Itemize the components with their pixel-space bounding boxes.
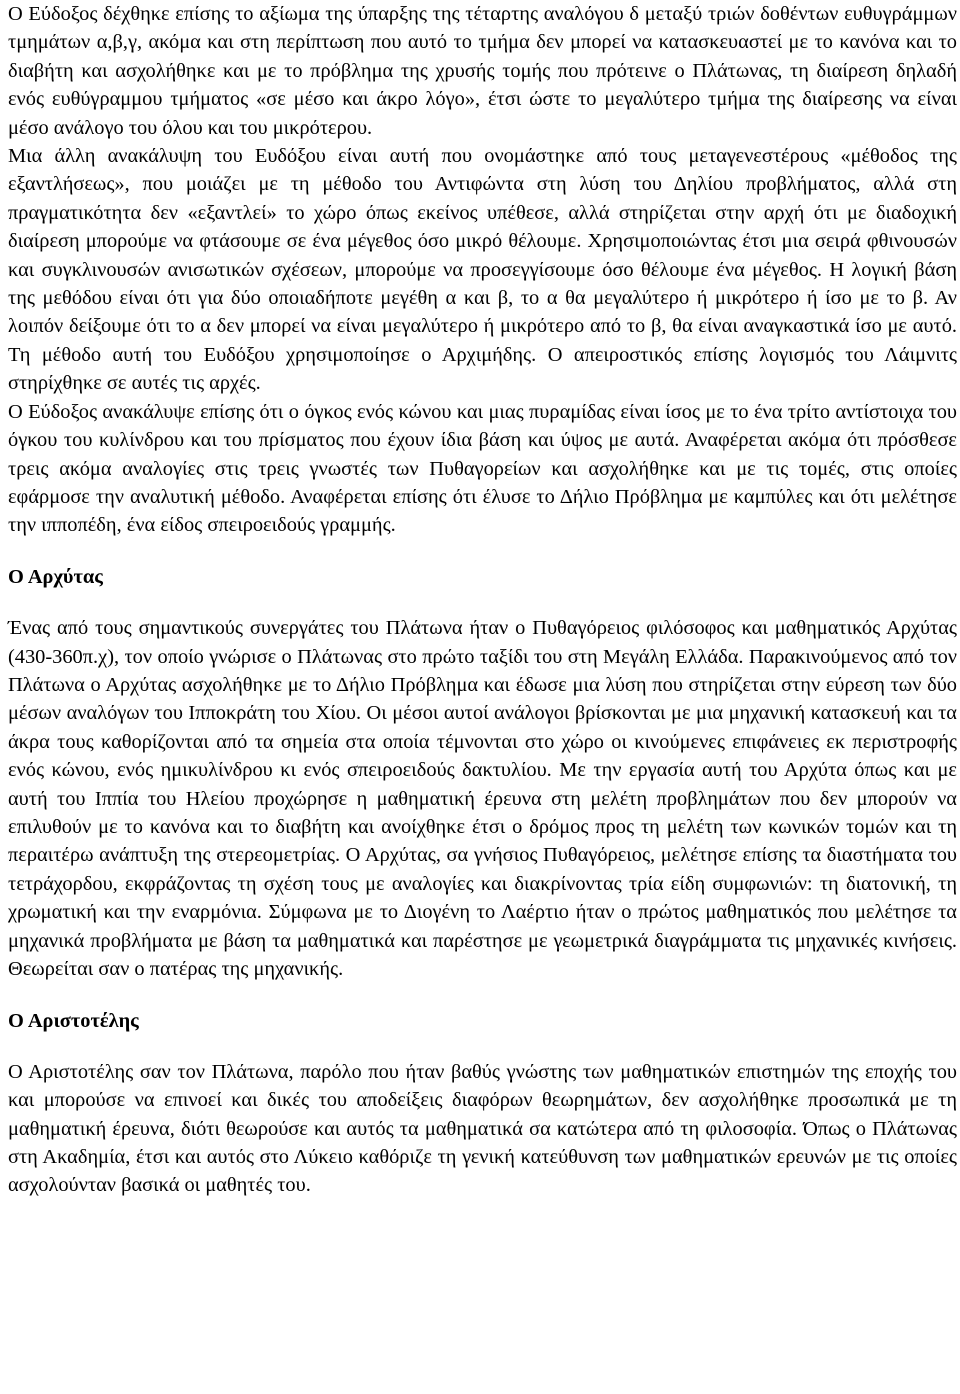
- paragraph-eudoxus-exhaustion: Μια άλλη ανακάλυψη του Ευδόξου είναι αυτή που ονομάστηκε από τους μεταγενεστέρους «μέθοδος της εξαντλήσεως», που μοιάζει με τη μέθοδο του Αντιφώντα στη λύση του Δηλίου προβλήματος, αλλά στη πραγματικότητα δεν «εξαντλεί» το χώρο όπως εκείνος υπέθεσε, αλλά στηρίζεται στην αρχή ότι με διαδοχική διαίρεση μπορούμε να φτάσουμε σε ένα μέγεθος όσο μικρό θέλουμε. Χρησιμοποιώντας έτσι μια σειρά φθινουσών και συγκλινουσών ανισωτικών σχέσεων, μπορούμε να προσεγγίσουμε όσο θέλουμε ένα μέγεθος. Η λογική βάση της μεθόδου είναι ότι για δύο οποιαδήποτε μεγέθη α και β, το α θα μεγαλύτερο ή μικρότερο ή ίσο με το β. Αν λοιπόν δείξουμε ότι το α δεν μπορεί να είναι μεγαλύτερο ή μικρότερο από το β, θα είναι αναγκαστικά ίσο με αυτό. Τη μέθοδο αυτή του Ευδόξου χρησιμοποίησε ο Αρχιμήδης. Ο απειροστικός επίσης λογισμός του Λάιμνιτς στηρίχθηκε σε αυτές τις αρχές.: [8, 145, 957, 395]
- spacer: [8, 1036, 957, 1058]
- section-heading-aristotle: Ο Αριστοτέλης: [8, 1010, 139, 1033]
- document-page: [8, 0, 957, 1200]
- paragraph-archytas: Ένας από τους σημαντικούς συνεργάτες του Πλάτωνα ήταν ο Πυθαγόρειος φιλόσοφος και μαθηματικός Αρχύτας (430-360π.χ), τον οποίο γνώρισε ο Πλάτωνας στο πρώτο ταξίδι του στη Μεγάλη Ελλάδα. Παρακινούμενος από τον Πλάτωνα ο Αρχύτας ασχολήθηκε με το Δήλιο Πρόβλημα και έδωσε μια λύση που στηρίζεται στην εύρεση των δύο μέσων αναλόγων του Ιπποκράτη του Χίου. Οι μέσοι αυτοί ανάλογοι βρίσκονται με μια μηχανική κατασκευή και τα άκρα τους καθορίζονται από τα σημεία στα οποία τέμνονται στο χώρο οι κινούμενες επιφάνειες εκ περιστροφής ενός κώνου, ενός ημικυλίνδρου κι ενός σπειροειδούς δακτυλίου. Με την εργασία αυτή του Αρχύτα όπως και με αυτή του Ιππία του Ηλείου προχώρησε η μαθηματική έρευνα στη μελέτη προβλημάτων που δεν μπορούν να επιλυθούν με το κανόνα και το διαβήτη και ανοίχθηκε έτσι ο δρόμος προς τη μελέτη των κωνικών τομών και τη περαιτέρω ανάπτυξη της στερεομετρίας. Ο Αρχύτας, σα γνήσιος Πυθαγόρειος, μελέτησε επίσης τα διαστήματα του τετράχορδου, εκφράζοντας τη σχέση τους με αναλογίες και διακρίνοντας τρία είδη συμφωνιών: τη διατονική, τη χρωματική και την εναρμόνια. Σύμφωνα με το Διογένη το Λαέρτιο ήταν ο πρώτος μαθηματικός που μελέτησε τα μηχανικά προβλήματα με βάση τα μαθηματικά και παρέστησε με γεωμετρικά διαγράμματα τις μηχανικές κινήσεις. Θεωρείται σαν ο πατέρας της μηχανικής.: [8, 617, 957, 980]
- paragraph-eudoxus-golden-section: Ο Εύδοξος δέχθηκε επίσης το αξίωμα της ύπαρξης της τέταρτης αναλόγου δ μεταξύ τριών δοθέντων ευθυγράμμων τμημάτων α,β,γ, ακόμα και στη περίπτωση που αυτό το τμήμα δεν μπορεί να κατασκευαστεί με το κανόνα και το διαβήτη και ασχολήθηκε και με το πρόβλημα της χρυσής τομής που πρότεινε ο Πλάτωνας, τη διαίρεση δηλαδή ενός ευθύγραμμου τμήματος «σε μέσο και άκρο λόγο», έτσι ώστε το μεγαλύτερο τμήμα της διαίρεσης να είναι μέσο ανάλογο του όλου και του μικρότερου.: [8, 3, 957, 139]
- paragraph-aristotle: Ο Αριστοτέλης σαν τον Πλάτωνα, παρόλο που ήταν βαθύς γνώστης των μαθηματικών επιστημών της εποχής του και μπορούσε να επινοεί και δικές του αποδείξεις διαφόρων θεωρημάτων, δεν ασχολήθηκε προσωπικά με τη μαθηματική έρευνα, διότι θεωρούσε και αυτός τα μαθηματικά σα κατώτερα από τη φιλοσοφία. Όπως ο Πλάτωνας στη Ακαδημία, έτσι και αυτός στο Λύκειο καθόριζε τη γενική κατεύθυνση των μαθηματικών ερευνών με τις οποίες ασχολούνταν βασικά οι μαθητές του.: [8, 1060, 957, 1197]
- spacer: [8, 540, 957, 563]
- spacer: [8, 983, 957, 1007]
- paragraph-eudoxus-volumes: Ο Εύδοξος ανακάλυψε επίσης ότι ο όγκος ενός κώνου και μιας πυραμίδας είναι ίσος με το ένα τρίτο αντίστοιχα του όγκου του κυλίνδρου και του πρίσματος που έχουν ίδια βάση και ύψος με αυτά. Αναφέρεται ακόμα ότι πρόσθεσε τρεις ακόμα αναλογίες στις τρεις γνωστές των Πυθαγορείων και ασχολήθηκε και με τις τομές, στις οποίες εφάρμοσε την αναλυτική μέθοδο. Αναφέρεται επίσης ότι έλυσε το Δήλιο Πρόβλημα με καμπύλες και ότι μελέτησε την ιπποπέδη, ένα είδος σπειροειδούς γραμμής.: [8, 400, 957, 537]
- section-heading-archytas: Ο Αρχύτας: [8, 565, 103, 588]
- spacer: [8, 591, 957, 614]
